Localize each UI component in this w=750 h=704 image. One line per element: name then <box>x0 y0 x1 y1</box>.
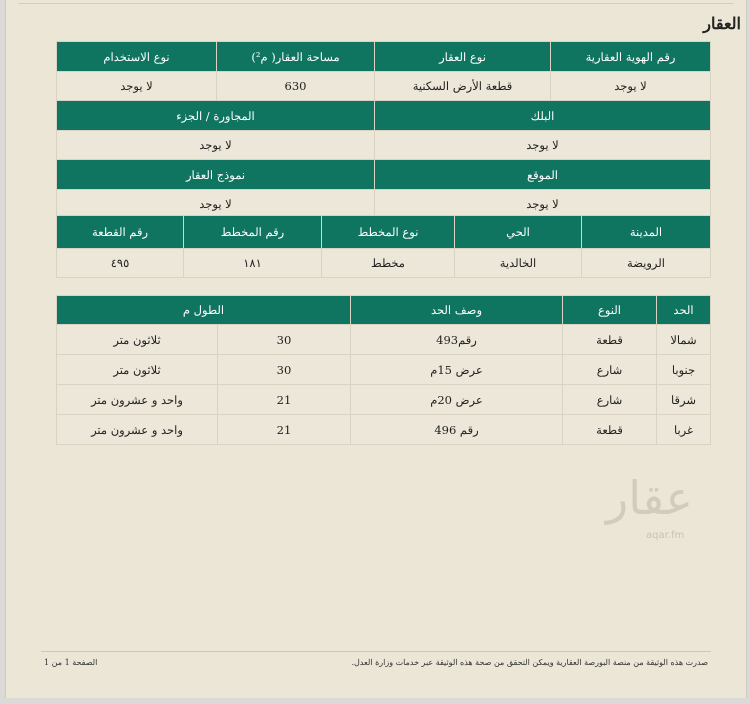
value-usage-type: لا يوجد <box>57 72 217 101</box>
borders-table <box>56 295 711 445</box>
length: 30 <box>218 325 351 355</box>
aqar-watermark-site: aqar.fm <box>646 530 685 541</box>
table-row <box>57 385 711 415</box>
header-description: وصف الحد <box>351 296 563 325</box>
aqar-watermark-logo: عقار <box>606 471 693 525</box>
description: عرض 15م <box>351 355 563 385</box>
table-row <box>57 355 711 385</box>
length-text: واحد و عشرون متر <box>57 415 218 445</box>
side: جنوبا <box>657 355 711 385</box>
value-location: لا يوجد <box>375 190 711 219</box>
header-neighborhood-part: المجاورة / الجزء <box>57 101 375 131</box>
header-plan-number: رقم المخطط <box>184 216 322 249</box>
header-usage-type: نوع الاستخدام <box>57 42 217 72</box>
location-table <box>56 215 711 278</box>
side: شرقا <box>657 385 711 415</box>
section-title: العقار <box>703 14 741 33</box>
length: 21 <box>218 415 351 445</box>
header-location: الموقع <box>375 160 711 190</box>
header-block: البلك <box>375 101 711 131</box>
footer-divider <box>41 651 711 652</box>
header-area: مساحة العقار( م²) <box>217 42 375 72</box>
value-district: الخالدية <box>455 249 582 278</box>
value-city: الرويضة <box>582 249 711 278</box>
value-property-id: لا يوجد <box>551 72 711 101</box>
header-property-model: نموذج العقار <box>57 160 375 190</box>
header-plan-type: نوع المخطط <box>322 216 455 249</box>
header-length: الطول م <box>57 296 351 325</box>
property-table <box>56 41 711 219</box>
value-area: 630 <box>217 72 375 101</box>
length-text: واحد و عشرون متر <box>57 385 218 415</box>
description: رقم493 <box>351 325 563 355</box>
length-text: ثلاثون متر <box>57 355 218 385</box>
header-city: المدينة <box>582 216 711 249</box>
document-page <box>5 0 747 698</box>
length-text: ثلاثون متر <box>57 325 218 355</box>
page-number: الصفحة 1 من 1 <box>44 658 98 667</box>
value-property-model: لا يوجد <box>57 190 375 219</box>
header-type: النوع <box>563 296 657 325</box>
value-block: لا يوجد <box>375 131 711 160</box>
value-plan-number: ١٨١ <box>184 249 322 278</box>
type: شارع <box>563 385 657 415</box>
value-plan-type: مخطط <box>322 249 455 278</box>
value-property-type: قطعة الأرض السكنية <box>375 72 551 101</box>
header-property-type: نوع العقار <box>375 42 551 72</box>
header-district: الحي <box>455 216 582 249</box>
footer-note: صدرت هذه الوثيقة من منصة البورصة العقارية ويمكن التحقق من صحة هذه الوثيقة عبر خدمات وزارة العدل. <box>351 658 708 667</box>
length: 21 <box>218 385 351 415</box>
value-neighborhood-part: لا يوجد <box>57 131 375 160</box>
type: قطعة <box>563 325 657 355</box>
header-property-id: رقم الهوية العقارية <box>551 42 711 72</box>
type: قطعة <box>563 415 657 445</box>
side: غربا <box>657 415 711 445</box>
top-divider <box>18 3 734 4</box>
table-row <box>57 415 711 445</box>
header-plot-number: رقم القطعة <box>57 216 184 249</box>
table-row <box>57 325 711 355</box>
description: عرض 20م <box>351 385 563 415</box>
length: 30 <box>218 355 351 385</box>
value-plot-number: ٤٩٥ <box>57 249 184 278</box>
description: رقم 496 <box>351 415 563 445</box>
side: شمالا <box>657 325 711 355</box>
type: شارع <box>563 355 657 385</box>
header-side: الحد <box>657 296 711 325</box>
